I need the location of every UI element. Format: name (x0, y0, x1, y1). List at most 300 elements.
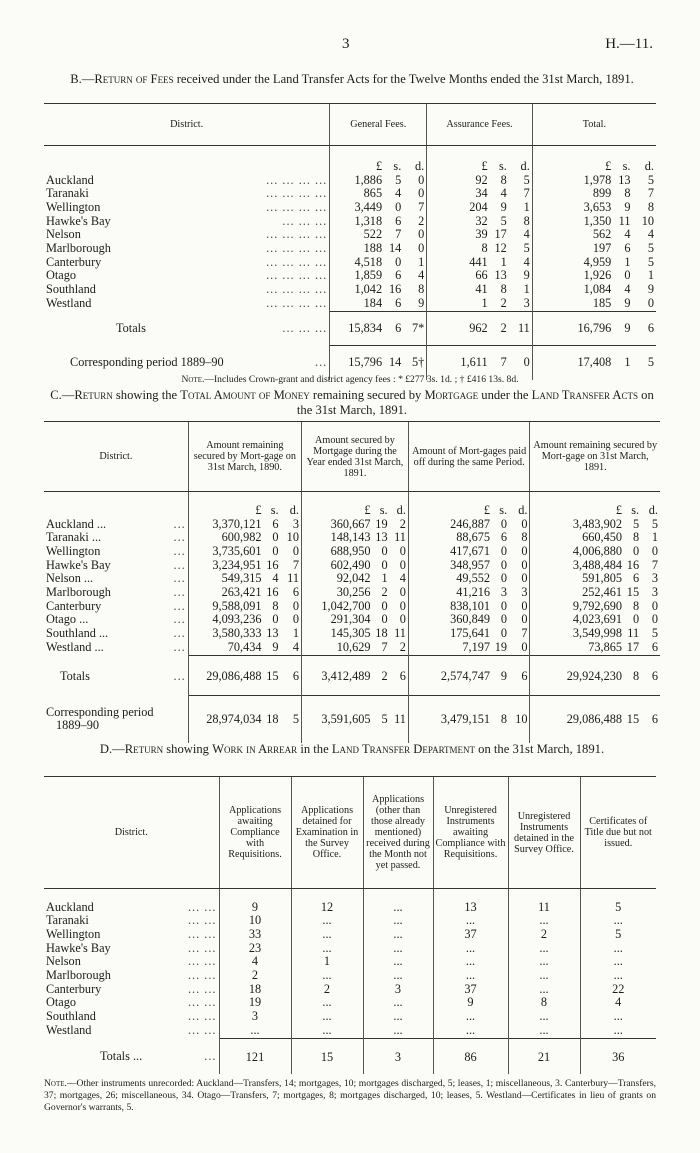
header-total: Total. (532, 104, 656, 146)
district-name: Taranaki ... (46, 530, 102, 545)
district-name: Hawke's Bay (46, 940, 111, 955)
pence-value: 7 (521, 626, 528, 641)
blank-cell (44, 492, 188, 518)
shillings-value: 0 (632, 612, 640, 627)
count-value: ... (580, 1024, 656, 1038)
pence-value: 0 (521, 612, 528, 627)
shillings-value: 12 (494, 241, 507, 256)
shillings-value: 9 (624, 199, 631, 214)
pounds-value: 175,641 (408, 627, 492, 641)
table-row (44, 559, 660, 573)
count-value: ... (508, 942, 580, 956)
header-other-applications: Applications (other than those already mentioned) received during the Month not yet passed. (363, 777, 433, 889)
district-name: Nelson (46, 227, 81, 242)
table-row (44, 174, 656, 188)
unit-label: £ (532, 146, 613, 174)
table-row (44, 983, 656, 997)
header-district: District. (44, 777, 219, 889)
leader-dots: ... ... ... ... (266, 282, 328, 297)
leader-dots: ... ... (187, 926, 217, 941)
leader-dots: ... ... (187, 913, 217, 928)
pounds-value: 348,957 (408, 559, 492, 573)
table-row (44, 256, 656, 270)
pounds-value: 1 (427, 297, 490, 311)
pounds-value: 32 (427, 215, 490, 229)
shillings-value: 8 (500, 172, 507, 187)
corresponding-label-line: Corresponding period (46, 704, 154, 719)
pounds-value: 441 (427, 256, 490, 270)
pounds-value: 3,234,951 (188, 559, 263, 573)
leader-dots: ... (173, 585, 186, 600)
pence-value: 10 (509, 696, 530, 743)
shillings-value: 15 (264, 655, 281, 696)
district-name: Canterbury (46, 981, 102, 996)
shillings-value: 0 (500, 557, 508, 572)
district-cell (44, 641, 188, 655)
total-count: 36 (580, 1038, 656, 1074)
shillings-value: 8 (272, 598, 279, 613)
pounds-value: 562 (532, 228, 613, 242)
pence-value: 9 (647, 282, 654, 297)
count-value: ... (291, 996, 363, 1010)
note-text: —Includes Crown-grant and district agency fees : * £277 3s. 1d. ; † £416 13s. 8d. (204, 374, 519, 385)
shillings-value: 11 (627, 626, 640, 641)
shillings-value: 0 (632, 543, 640, 558)
district-name: Auckland (46, 899, 94, 914)
district-name: Westland ... (46, 640, 104, 655)
corresponding-label (44, 696, 188, 743)
shillings-value: 6 (632, 571, 640, 586)
pounds-value: 1,859 (330, 269, 384, 283)
pounds-value: 3,549,998 (530, 627, 624, 641)
leader-dots: ... ... ... ... (266, 227, 328, 242)
count-value: 8 (508, 996, 580, 1010)
district-cell (44, 928, 219, 942)
pence-value: 0 (399, 585, 406, 600)
shillings-value: 6 (384, 311, 403, 346)
pence-value: 7 (292, 557, 299, 572)
header-secured-during-year: Amount secured by Mortgage during the Year ended 31st March, 1891. (301, 422, 408, 492)
totals-row (44, 1038, 656, 1074)
shillings-value: 4 (624, 282, 631, 297)
pence-value: 1 (523, 282, 530, 297)
pence-value: 6 (641, 655, 660, 696)
pence-value: 7 (647, 186, 654, 201)
pence-value: 0 (521, 571, 528, 586)
unit-label: s. (393, 158, 402, 173)
table-row (44, 641, 660, 655)
shillings-value: 0 (500, 543, 508, 558)
pence-value: 7 (523, 186, 530, 201)
shillings-value: 11 (618, 213, 631, 228)
pounds-value: 360,849 (408, 613, 492, 627)
count-value: ... (291, 942, 363, 956)
shillings-value: 0 (272, 543, 279, 558)
section-b-label: B.—Return of Fees (70, 72, 174, 86)
count-value: 11 (508, 901, 580, 915)
pence-value: 4 (399, 571, 406, 586)
pence-value: 0 (399, 598, 406, 613)
shillings-value: 16 (389, 282, 402, 297)
count-value: ... (433, 914, 508, 928)
leader-dots: ... ... ... ... (266, 199, 328, 214)
blank-cell (363, 889, 433, 901)
district-cell (44, 901, 219, 915)
count-value: 12 (291, 901, 363, 915)
leader-dots: ... ... (187, 995, 217, 1010)
pence-value: 11 (394, 530, 406, 545)
table-row (44, 928, 656, 942)
shillings-value: 0 (381, 543, 388, 558)
pence-value: 0 (292, 612, 299, 627)
shillings-value: 6 (624, 241, 631, 256)
section-d-title-text: on the 31st March, 1891. (475, 742, 605, 756)
district-name: Otago ... (46, 612, 89, 627)
pence-value: 0 (647, 295, 654, 310)
district-name: Marlborough (46, 585, 111, 600)
count-value: 10 (219, 914, 291, 928)
pounds-value: 1,978 (532, 174, 613, 188)
pounds-value: 34 (427, 187, 490, 201)
pence-value: 1 (651, 530, 658, 545)
pence-value: 6 (633, 311, 657, 346)
shillings-value: 0 (381, 598, 388, 613)
pence-value: 4 (523, 227, 530, 242)
count-value: ... (508, 969, 580, 983)
pence-value: 7 (418, 199, 425, 214)
count-value: ... (433, 1010, 508, 1024)
pence-value: 5 (647, 241, 654, 256)
header-unregistered-detained: Unregistered Instruments detained in the Survey Office. (508, 777, 580, 889)
pounds-value: 522 (330, 228, 384, 242)
shillings-value: 16 (266, 585, 279, 600)
pounds-value: 417,671 (408, 545, 492, 559)
shillings-value: 0 (395, 199, 402, 214)
unit-label: £ (188, 492, 263, 518)
district-name: Totals (60, 668, 90, 683)
table-row (44, 586, 660, 600)
shillings-value: 9 (500, 199, 507, 214)
shillings-value: 4 (624, 227, 631, 242)
district-name: Southland (46, 1009, 96, 1024)
district-cell (44, 201, 330, 215)
district-cell (44, 955, 219, 969)
count-value: 3 (219, 1010, 291, 1024)
pounds-value: 291,304 (301, 613, 372, 627)
count-value: 3 (363, 983, 433, 997)
unit-label: d. (289, 502, 299, 517)
blank-cell (219, 889, 291, 901)
leader-dots: ... ... (187, 968, 217, 983)
leader-dots: ... ... ... ... (266, 241, 328, 256)
pounds-value: 39 (427, 228, 490, 242)
count-value: ... (508, 955, 580, 969)
arrears-table (44, 776, 656, 1074)
pence-value: 3 (651, 585, 658, 600)
table-row (44, 201, 656, 215)
count-value: ... (433, 969, 508, 983)
count-value: 1 (291, 955, 363, 969)
shillings-value: 7 (395, 227, 402, 242)
pounds-value: 28,974,034 (188, 696, 263, 743)
count-value: ... (580, 1010, 656, 1024)
count-value: ... (363, 942, 433, 956)
blank-cell (580, 889, 656, 901)
section-c-title-text: under the (478, 388, 532, 402)
pounds-value: 4,023,691 (530, 613, 624, 627)
count-value: 22 (580, 983, 656, 997)
leader-dots: ... ... ... (282, 320, 328, 335)
pence-value: 0 (521, 639, 528, 654)
leader-dots: ... ... ... (282, 213, 328, 228)
leader-dots: ... (173, 612, 186, 627)
unit-label: s. (498, 158, 507, 173)
pence-value: 0 (521, 543, 528, 558)
district-name: Canterbury (46, 598, 102, 613)
header-detained-survey: Applications detained for Examination in the Survey Office. (291, 777, 363, 889)
shillings-value: 8 (632, 598, 640, 613)
shillings-value: 5 (632, 516, 640, 531)
pounds-value: 838,101 (408, 600, 492, 614)
pence-value: 0 (521, 557, 528, 572)
district-cell (44, 531, 188, 545)
pence-value: 0 (521, 598, 528, 613)
count-value: ... (291, 1024, 363, 1038)
leader-dots: ... ... (187, 1009, 217, 1024)
shillings-value: 9 (624, 295, 631, 310)
shillings-value: 5 (500, 213, 507, 228)
header-assurance-fees: Assurance Fees. (427, 104, 533, 146)
district-cell (44, 174, 330, 188)
total-count: 86 (433, 1038, 508, 1074)
count-value: ... (363, 969, 433, 983)
count-value: ... (291, 1010, 363, 1024)
table-row (44, 283, 656, 297)
pounds-value: 73,865 (530, 641, 624, 655)
pence-value: 2 (399, 639, 406, 654)
pence-value: 5 (651, 516, 658, 531)
leader-dots: ... (173, 626, 186, 641)
table-row (44, 545, 660, 559)
district-cell (44, 559, 188, 573)
shillings-value: 8 (492, 696, 509, 743)
table-row (44, 600, 660, 614)
pounds-value: 3,479,151 (408, 696, 492, 743)
pence-value: 0 (418, 241, 425, 256)
shillings-value: 3 (500, 585, 508, 600)
shillings-value: 0 (500, 612, 508, 627)
pounds-value: 3,591,605 (301, 696, 372, 743)
pence-value: 5 (281, 696, 302, 743)
pounds-value: 252,461 (530, 586, 624, 600)
unit-label: s. (379, 502, 388, 517)
section-d-title-text: showing (163, 742, 213, 756)
pence-value: 6 (281, 655, 302, 696)
district-cell (44, 256, 330, 270)
table-row (44, 1010, 656, 1024)
totals-row (44, 655, 660, 696)
pounds-value: 148,143 (301, 531, 372, 545)
pence-value: 3 (521, 585, 528, 600)
district-name: Totals (116, 320, 146, 335)
header-unregistered-awaiting: Unregistered Instruments awaiting Compliance with Requisitions. (433, 777, 508, 889)
count-value: ... (363, 914, 433, 928)
pounds-value: 17,408 (532, 346, 613, 380)
pounds-value: 9,588,091 (188, 600, 263, 614)
section-d-title-text: in the (297, 742, 332, 756)
district-name: Taranaki (46, 186, 89, 201)
leader-dots: ... (204, 1049, 217, 1064)
pounds-value: 3,735,601 (188, 545, 263, 559)
pounds-value: 204 (427, 201, 490, 215)
blank-cell (433, 889, 508, 901)
pounds-value: 188 (330, 242, 384, 256)
table-row (44, 187, 656, 201)
count-value: ... (433, 955, 508, 969)
district-name: Nelson (46, 954, 81, 969)
shillings-value: 0 (381, 612, 388, 627)
leader-dots: ... ... (187, 899, 217, 914)
count-value: 9 (433, 996, 508, 1010)
leader-dots: ... ... ... ... (266, 186, 328, 201)
pounds-value: 688,950 (301, 545, 372, 559)
district-cell (44, 586, 188, 600)
district-name: Auckland ... (46, 516, 107, 531)
district-name: Otago (46, 268, 77, 283)
section-c-label: C.—Return (50, 388, 113, 402)
district-name: Taranaki (46, 913, 89, 928)
note-label: Note. (181, 374, 205, 385)
section-b-title-text: received under the Land Transfer Acts for the Twelve Months ended the 31st March, 1891. (176, 72, 634, 86)
pence-value: 8 (647, 199, 654, 214)
table-row (44, 269, 656, 283)
pence-value: 5† (403, 346, 426, 380)
unit-label: d. (518, 502, 528, 517)
pounds-value: 1,350 (532, 215, 613, 229)
shillings-value: 0 (395, 254, 402, 269)
district-name: Totals ... (100, 1049, 143, 1064)
pounds-value: 92 (427, 174, 490, 188)
pounds-value: 3,580,333 (188, 627, 263, 641)
count-value: 2 (508, 928, 580, 942)
shillings-value: 2 (490, 311, 509, 346)
section-c-title-label: Mortgage (424, 388, 479, 402)
shillings-value: 13 (375, 530, 388, 545)
pence-value: 3 (651, 571, 658, 586)
shillings-value: 15 (626, 585, 640, 600)
shillings-value: 4 (272, 571, 279, 586)
shillings-value: 17 (626, 639, 640, 654)
pounds-value: 185 (532, 297, 613, 311)
district-name: Marlborough (46, 241, 111, 256)
count-value: ... (580, 914, 656, 928)
leader-dots: ... (173, 668, 186, 683)
district-name: Wellington (46, 199, 101, 214)
unit-label: d. (520, 158, 530, 173)
shillings-value: 6 (395, 213, 402, 228)
table-row (44, 613, 660, 627)
pence-value: 8 (418, 282, 425, 297)
count-value: ... (363, 1024, 433, 1038)
spacer-row (44, 889, 656, 901)
pounds-value: 3,370,121 (188, 518, 263, 532)
pence-value: 10 (286, 530, 299, 545)
pence-value: 9 (523, 268, 530, 283)
pounds-value: 29,086,488 (188, 655, 263, 696)
pounds-value: 1,886 (330, 174, 384, 188)
leader-dots: ... (173, 557, 186, 572)
pounds-value: 92,042 (301, 572, 372, 586)
pence-value: 11 (390, 696, 409, 743)
district-cell (44, 914, 219, 928)
pounds-value: 865 (330, 187, 384, 201)
pence-value: 3 (292, 516, 299, 531)
pounds-value: 3,412,489 (301, 655, 372, 696)
leader-dots: ... (173, 640, 186, 655)
unit-label: £ (330, 146, 384, 174)
section-d-note (44, 1078, 656, 1114)
unit-label: d. (415, 158, 425, 173)
leader-dots: ... ... (187, 1023, 217, 1038)
count-value: 4 (219, 955, 291, 969)
count-value: ... (508, 983, 580, 997)
total-count: 21 (508, 1038, 580, 1074)
shillings-value: 8 (624, 186, 631, 201)
pounds-value: 3,488,484 (530, 559, 624, 573)
count-value: ... (433, 1024, 508, 1038)
table-row (44, 572, 660, 586)
count-value: ... (580, 955, 656, 969)
unit-label: s. (631, 502, 640, 517)
count-value: ... (363, 901, 433, 915)
pounds-value: 66 (427, 269, 490, 283)
shillings-value: 1 (613, 346, 632, 380)
pounds-value: 4,518 (330, 256, 384, 270)
pence-value: 4 (292, 639, 299, 654)
pounds-value: 549,315 (188, 572, 263, 586)
pounds-value: 246,887 (408, 518, 492, 532)
shillings-value: 14 (384, 346, 403, 380)
count-value: ... (580, 942, 656, 956)
pence-value: 2 (418, 213, 425, 228)
pence-value: 5 (523, 241, 530, 256)
table-row (44, 969, 656, 983)
count-value: 37 (433, 928, 508, 942)
header-general-fees: General Fees. (330, 104, 427, 146)
table-row (44, 1024, 656, 1038)
pounds-value: 16,796 (532, 311, 613, 346)
section-c-title-text: on the 31st March, 1891. (296, 388, 654, 417)
pence-value: 0 (651, 543, 658, 558)
district-name: Westland (46, 296, 92, 311)
leader-dots: ... ... ... ... (266, 254, 328, 269)
district-cell (44, 269, 330, 283)
district-cell (44, 228, 330, 242)
shillings-value: 13 (618, 172, 631, 187)
pence-value: 2 (399, 516, 406, 531)
pence-value: 9 (418, 295, 425, 310)
count-value: 19 (219, 996, 291, 1010)
shillings-value: 1 (624, 254, 631, 269)
pounds-value: 4,006,880 (530, 545, 624, 559)
pounds-value: 7,197 (408, 641, 492, 655)
blank-cell (508, 889, 580, 901)
shillings-value: 2 (373, 655, 390, 696)
table-row (44, 901, 656, 915)
district-name: Otago (46, 995, 77, 1010)
pounds-value: 1,318 (330, 215, 384, 229)
shillings-value: 6 (500, 530, 508, 545)
